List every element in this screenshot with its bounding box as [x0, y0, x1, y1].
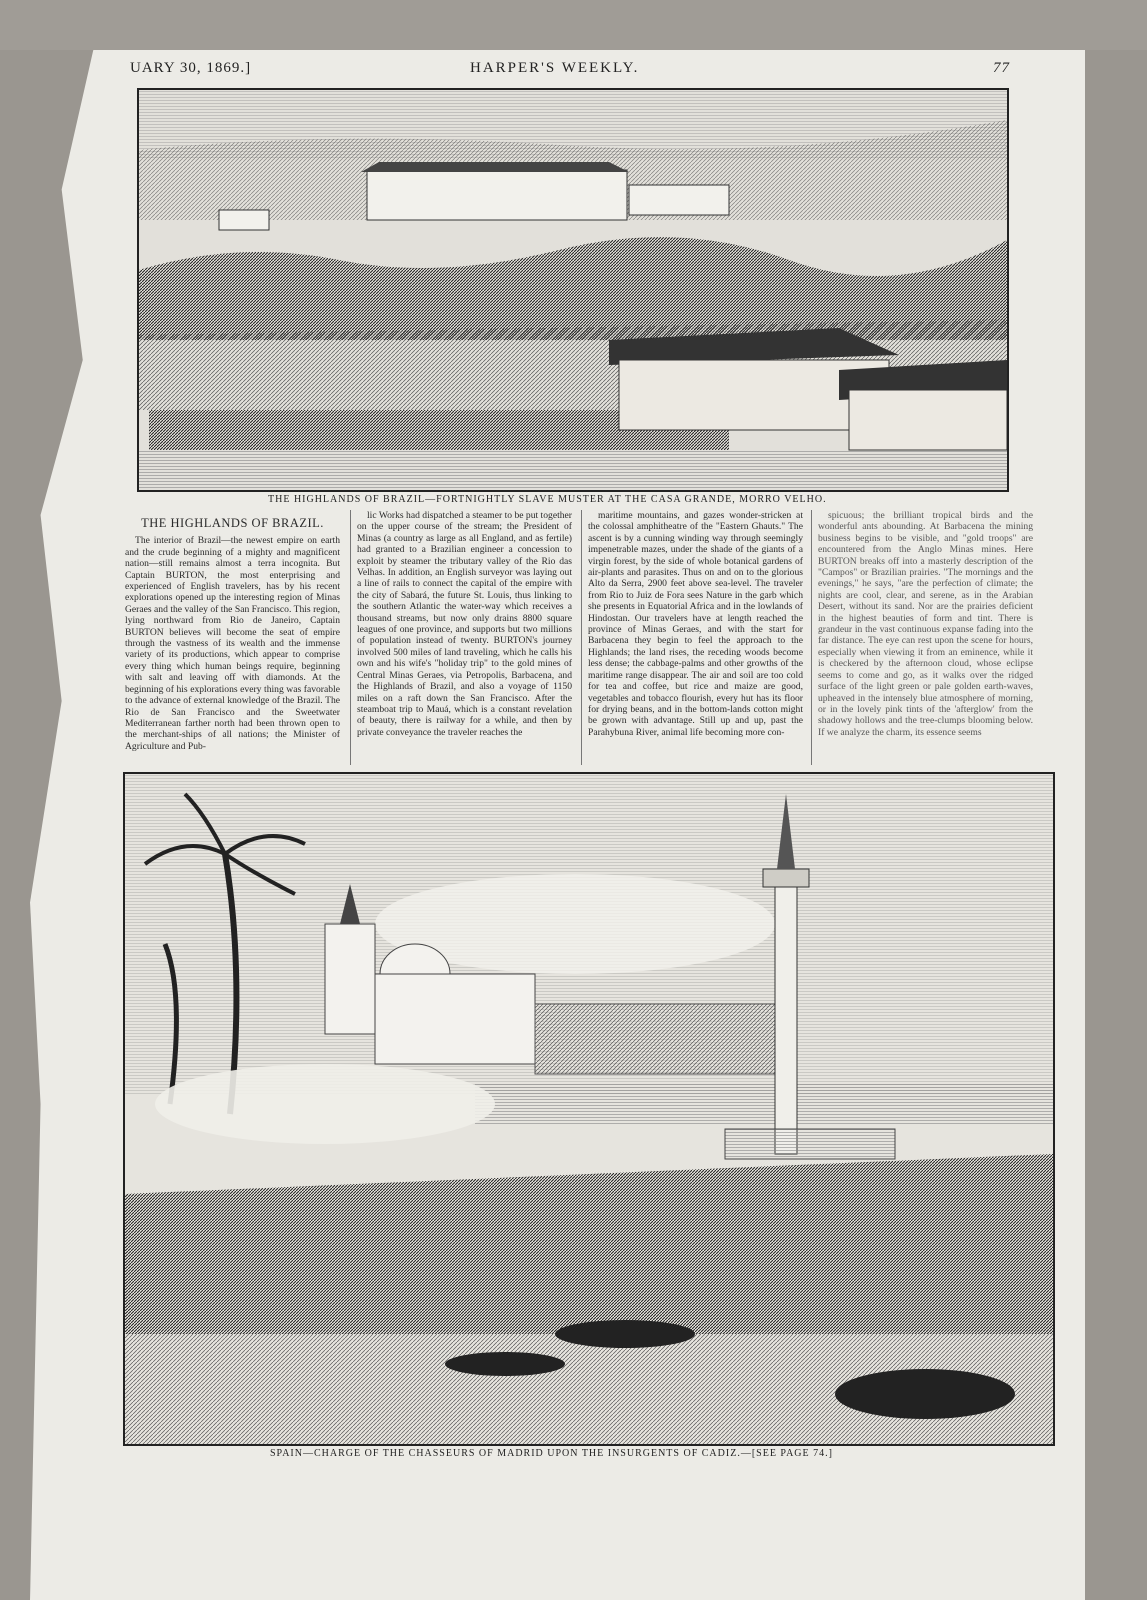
page-number: 77: [993, 60, 1010, 76]
brazil-estate-illustration: [139, 90, 1007, 490]
article-text: lic Works had dispatched a steamer to be put together on the upper course of the stream; the President of Minas (a country as large as all England, and as fertile) had granted to a Brazilian engineer a concession to exploit by steamer the tributary valley of the Rio das Velhas. In addition, an English surveyor was laying out a line of rails to connect the capital of the empire with the city of Sabará, the future St. Louis, thus linking to the southern Atlantic the water-way which receives a thousand streams, but now only drains 8800 square leagues of one province, and supports but two millions of population instead of twenty. BURTON's journey involved 500 miles of land traveling, which he calls his own and his wife's "holiday trip" to the gold mines of Central Minas Geraes, via Petropolis, Barbacena, and the Highlands of Brazil, and also a voyage of 1150 miles on a raft down the San Francisco. After the steamboat trip to Mauá, which is a constant revelation of beauty, there is railway for a while, and then by private conveyance the traveler reaches the: [357, 510, 572, 738]
article-text: maritime mountains, and gazes wonder-stricken at the colossal amphitheatre of the "Eastern Ghauts." The ascent is by a cunning winding way through seemingly impenetrable mazes, under the shade of the giants of a virgin forest, by the side of whole botanical gardens of air-plants and parasites. Thus on and on to the glorious Alto da Serra, 2900 feet above sea-level. The traveler from Rio to Juiz de Fora sees Nature in the garb which she presents in Equatorial Africa and in the lowlands of Hindostan. Our travelers have at length reached the province of Minas Geraes, and with the start for Barbacena they begin to feel the approach to the Highlands; the land rises, the receding woods become less dense; the cabbage-palms and other growths of the maritime range disappear. The air and soil are too cold for tea and coffee, but rice and maize are good, vegetables and tobacco flourish, every hut has its floor for drying beans, and in the bottom-lands cotton might be grown with advantage. Still up and up, past the Parahybuna River, animal life becoming more con-: [588, 510, 803, 738]
article-column-4: [818, 510, 1033, 765]
bottom-engraving: [123, 772, 1055, 1446]
bottom-illustration-caption: SPAIN—CHARGE OF THE CHASSEURS OF MADRID UPON THE INSURGENTS OF CADIZ.—[SEE PAGE 74.]: [270, 1448, 833, 1459]
article-column-2: [357, 510, 572, 765]
publication-title: HARPER'S WEEKLY.: [470, 60, 640, 76]
top-illustration-caption: THE HIGHLANDS OF BRAZIL—FORTNIGHTLY SLAVE MUSTER AT THE CASA GRANDE, MORRO VELHO.: [268, 494, 827, 505]
article-text: The interior of Brazil—the newest empire on earth and the crude beginning of a mighty and magnificent nation—still remains almost a terra incognita. But Captain BURTON, the most enterprising and experienced of English travelers, has by his recent explorations opened up the interesting region of Minas Geraes and the valley of the San Francisco. This region, lying northward from Rio de Janeiro, Captain BURTON believes will become the seat of empire through the vastness of its wealth and the immense variety of its productions, which appear to comprise every thing which human beings require, beginning with salt and leaving off with diamonds. At the beginning of his explorations every thing was favorable to the advance of external knowledge of the Brazil. The Rio de San Francisco and the Sweetwater Mediterranean farther north had been thrown open to the merchant-ships of all nations; the Minister of Agriculture and Pub-: [125, 535, 340, 752]
column-rule: [350, 510, 351, 765]
column-rule: [811, 510, 812, 765]
background-strip: [0, 0, 1147, 50]
cadiz-battle-illustration: [125, 774, 1053, 1444]
article-columns: [125, 510, 1033, 765]
top-engraving: [137, 88, 1009, 492]
article-column-1: [125, 510, 340, 765]
issue-date: UARY 30, 1869.]: [130, 60, 252, 76]
article-text: spicuous; the brilliant tropical birds and the wonderful ants abounding. At Barbacena the mining business begins to be visible, and "gold troops" are encountered from the Anglo Minas mines. Here BURTON breaks off into a masterly description of the "Campos" or Brazilian prairies. "The mornings and the evenings," he says, "are the perfection of climate; the nights are cool, clear, and serene, as in the Arabian Desert, without its sand. Nor are the prairies deficient in the highest beauties of form and tint. There is grandeur in the vast continuous expanse fading into the far distance. The eye can rest upon the scene for hours, especially when viewing it from an eminence, while it is checkered by the afternoon cloud, whose eclipse seems to come and go, as it walks over the ridged surface of the light green or pale golden earth-waves, upheaved in the intensely blue atmosphere of morning, or in the lovely pink tints of the 'afterglow' from the shadowy hollows and the tree-clumps blooming below. If we analyze the charm, its essence seems: [818, 510, 1033, 738]
column-rule: [581, 510, 582, 765]
article-column-3: [588, 510, 803, 765]
article-heading: THE HIGHLANDS OF BRAZIL.: [141, 516, 324, 530]
masthead: [130, 60, 1010, 80]
